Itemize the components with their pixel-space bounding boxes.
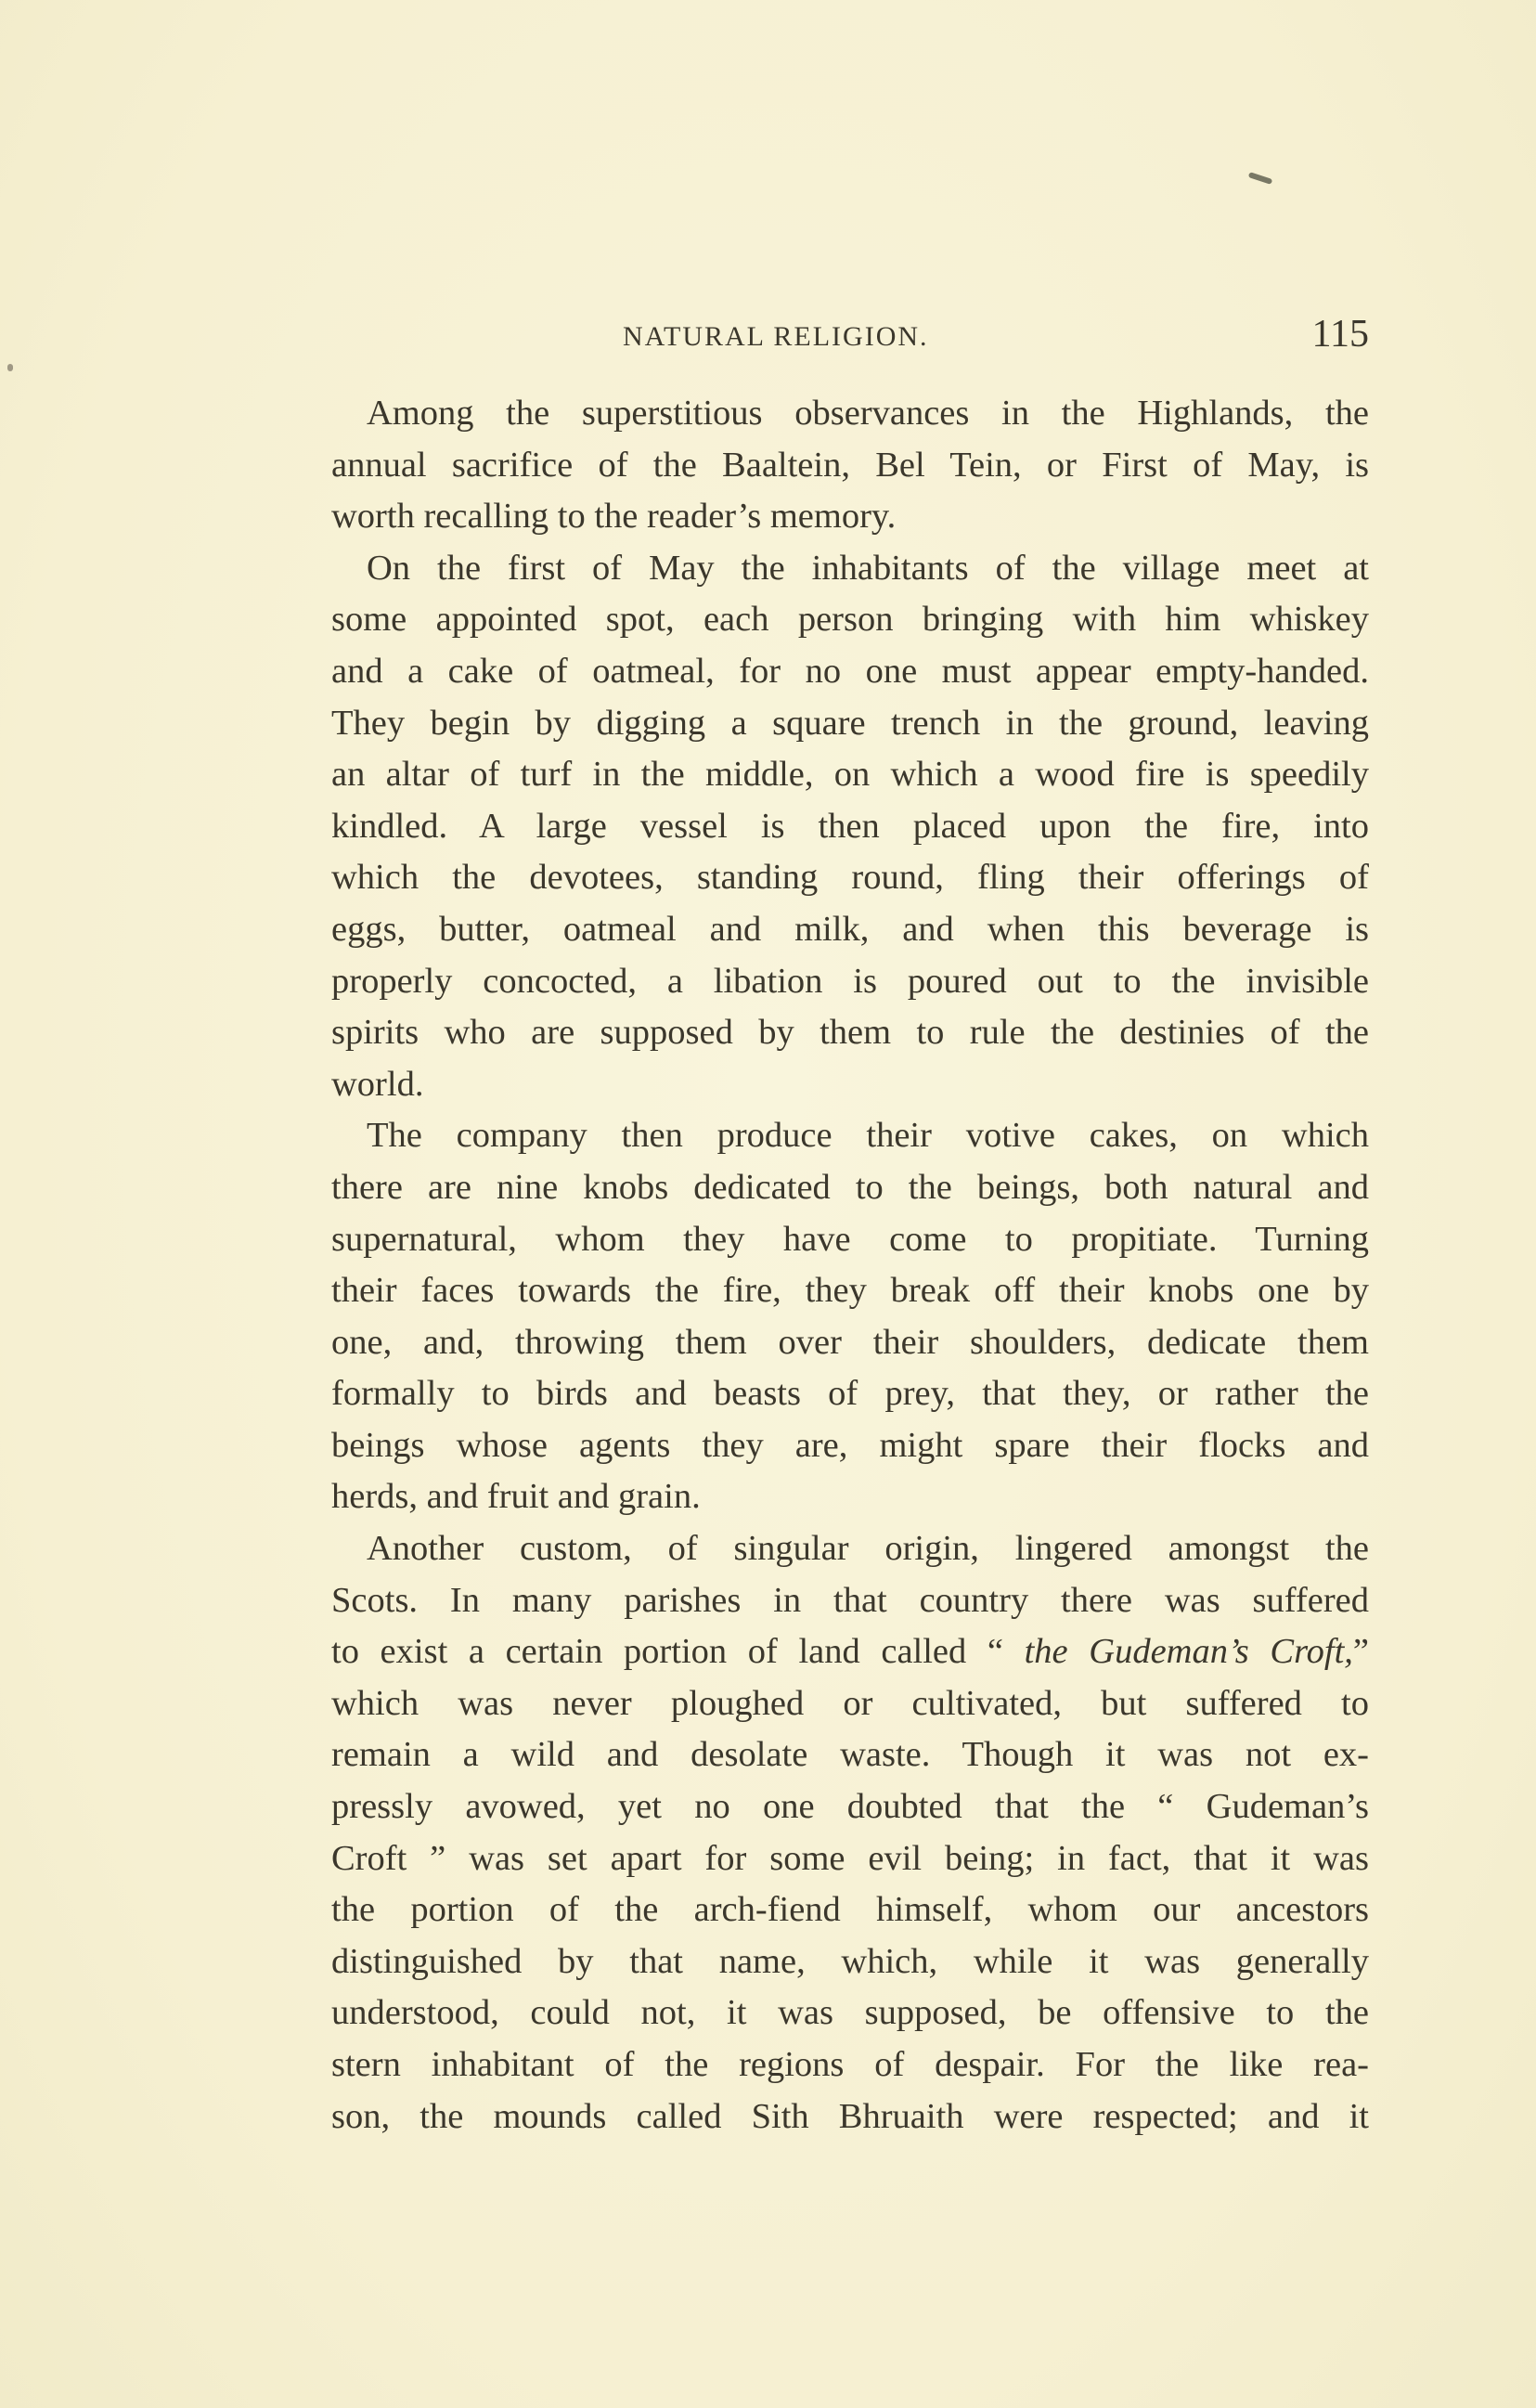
paragraph (331, 1523, 1369, 2143)
text-line: son, the mounds called Sith Bhruaith were respected; and it (331, 2096, 1369, 2136)
text-line: annual sacrifice of the Baaltein, Bel Tein, or First of May, is (331, 445, 1369, 485)
scan-artifact-dot (7, 364, 13, 371)
text-segment: to exist a certain portion of land called (331, 1632, 967, 1672)
text-line: which the devotees, standing round, fling their offerings of (331, 858, 1369, 898)
text-line: Scots. In many parishes in that country there was suffered (331, 1580, 1369, 1620)
text-line: supernatural, whom they have come to propitiate. Turning (331, 1219, 1369, 1259)
paragraph (331, 1110, 1369, 1523)
body-text (331, 388, 1369, 2143)
text-line: The company then produce their votive cakes, on which (367, 1116, 1369, 1156)
text-line: herds, and fruit and grain. (331, 1477, 701, 1517)
text-line: Another custom, of singular origin, lingered amongst the (367, 1529, 1369, 1569)
scan-artifact-mark (1248, 172, 1273, 185)
running-title: NATURAL RELIGION. (623, 321, 929, 352)
text-line: understood, could not, it was supposed, be offensive to the (331, 1993, 1369, 2033)
text-line: Croft ” was set apart for some evil being; in fact, that it was (331, 1838, 1369, 1878)
page-header (331, 314, 1369, 369)
text-line: some appointed spot, each person bringing with him whiskey (331, 600, 1369, 640)
italic-phrase: the Gudeman’s Croft, (1024, 1632, 1353, 1672)
page-number: 115 (1311, 313, 1369, 356)
text-line-with-italic (331, 1626, 1369, 1678)
text-line: eggs, butter, oatmeal and milk, and when this beverage is (331, 909, 1369, 949)
text-line: their faces towards the fire, they break off their knobs one by (331, 1271, 1369, 1311)
text-line: formally to birds and beasts of prey, that they, or rather the (331, 1374, 1369, 1414)
paragraph (331, 543, 1369, 1111)
text-line: stern inhabitant of the regions of despair. For the like rea- (331, 2045, 1369, 2084)
text-line: world. (331, 1064, 424, 1104)
paragraph (331, 388, 1369, 543)
text-line: properly concocted, a libation is poured out to the invisible (331, 961, 1369, 1001)
text-line: beings whose agents they are, might spare their flocks and (331, 1425, 1369, 1465)
text-line: remain a wild and desolate waste. Though it was not ex- (331, 1735, 1369, 1775)
text-line: one, and, throwing them over their shoulders, dedicate them (331, 1322, 1369, 1362)
text-line: pressly avowed, yet no one doubted that the “ Gudeman’s (331, 1787, 1369, 1827)
text-line: They begin by digging a square trench in the ground, leaving (331, 703, 1369, 743)
text-line: an altar of turf in the middle, on which a wood fire is speedily (331, 755, 1369, 795)
text-line: distinguished by that name, which, while it was generally (331, 1941, 1369, 1981)
open-quote: “ (987, 1632, 1025, 1672)
text-line: spirits who are supposed by them to rule the destinies of the (331, 1013, 1369, 1053)
text-line: the portion of the arch-fiend himself, whom our ancestors (331, 1890, 1369, 1930)
text-line: Among the superstitious observances in the Highlands, the (367, 394, 1369, 433)
close-quote: ” (1352, 1632, 1370, 1672)
text-line: and a cake of oatmeal, for no one must appear empty-handed. (331, 651, 1369, 691)
text-line: kindled. A large vessel is then placed upon the fire, into (331, 806, 1369, 846)
text-line: worth recalling to the reader’s memory. (331, 497, 897, 537)
text-line: there are nine knobs dedicated to the beings, both natural and (331, 1167, 1369, 1207)
text-line: which was never ploughed or cultivated, but suffered to (331, 1683, 1369, 1723)
text-line: On the first of May the inhabitants of the village meet at (367, 548, 1369, 588)
